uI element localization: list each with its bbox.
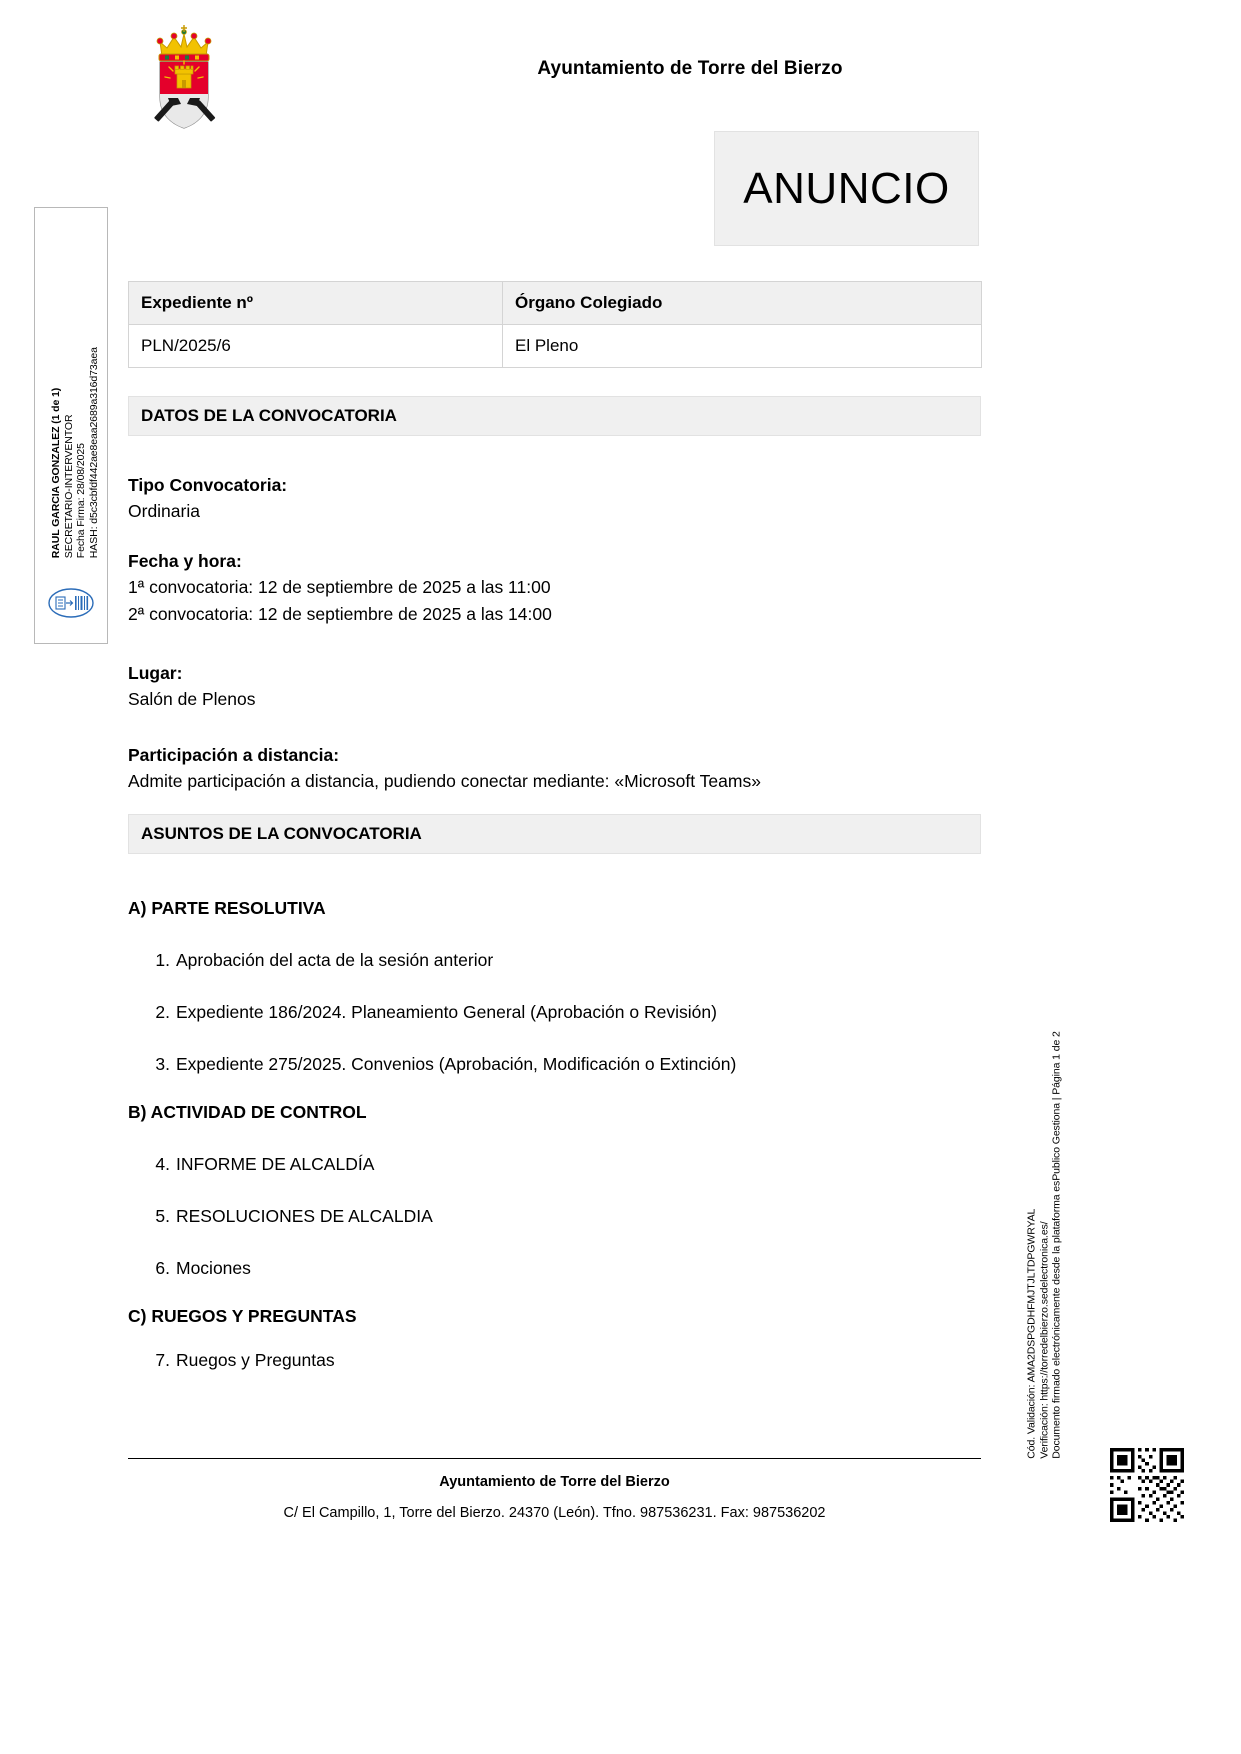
- coat-of-arms-icon: [148, 22, 220, 130]
- list-item: [128, 1348, 981, 1372]
- electronic-seal-icon: [47, 587, 95, 619]
- verification-url: Verificación: https://torredelbierzo.sedelectronica.es/: [1037, 1221, 1050, 1459]
- cell-organo-colegiado: El Pleno: [503, 325, 982, 368]
- agenda-list-c: [128, 1348, 981, 1400]
- footer-divider: [128, 1458, 981, 1459]
- list-item-number: 2.: [155, 1002, 170, 1022]
- signature-margin-block: [34, 207, 108, 644]
- agenda-group-heading-a: A) PARTE RESOLUTIVA: [128, 898, 326, 918]
- list-item-text: RESOLUCIONES DE ALCALDIA: [176, 1206, 433, 1226]
- section-header-asuntos-label: ASUNTOS DE LA CONVOCATORIA: [141, 824, 422, 843]
- field-value-fecha-segunda: 2ª convocatoria: 12 de septiembre de 2025 a las 14:00: [128, 604, 552, 624]
- field-label-participacion: Participación a distancia:: [128, 745, 340, 765]
- list-item-number: 4.: [155, 1154, 170, 1174]
- list-item-text: Expediente 275/2025. Convenios (Aprobación, Modificación o Extinción): [176, 1054, 737, 1074]
- field-value-fecha-primera: 1ª convocatoria: 12 de septiembre de 2025 a las 11:00: [128, 577, 551, 597]
- section-header-datos: [128, 396, 981, 436]
- anuncio-label: ANUNCIO: [743, 163, 950, 213]
- signature-date: Fecha Firma: 28/08/2025: [75, 443, 87, 559]
- field-value-participacion: Admite participación a distancia, pudiendo conectar mediante: «Microsoft Teams»: [128, 771, 761, 791]
- column-header-expediente: Expediente nº: [129, 282, 503, 325]
- agenda-group-heading-c: C) RUEGOS Y PREGUNTAS: [128, 1306, 357, 1326]
- list-item-text: Expediente 186/2024. Planeamiento General (Aprobación o Revisión): [176, 1002, 717, 1022]
- list-item: [128, 1256, 981, 1280]
- list-item: [128, 1052, 981, 1076]
- list-item: [128, 1152, 981, 1176]
- signature-margin-text: [50, 218, 100, 558]
- document-header: [0, 0, 1241, 130]
- agenda-list-a: [128, 948, 981, 1104]
- list-item: [128, 948, 981, 972]
- expediente-table: [128, 281, 982, 368]
- list-item-text: Ruegos y Preguntas: [176, 1350, 335, 1370]
- signature-hash: HASH: d5c3cbfdf442ae8eaa2689a316d73aea: [87, 347, 100, 559]
- table-header-row: [129, 282, 982, 325]
- list-item-number: 1.: [155, 950, 170, 970]
- qr-code-icon: [1110, 1448, 1184, 1522]
- list-item: [128, 1204, 981, 1228]
- section-header-asuntos: [128, 814, 981, 854]
- list-item-number: 3.: [155, 1054, 170, 1074]
- list-item-number: 6.: [155, 1258, 170, 1278]
- list-item: [128, 1000, 981, 1024]
- platform-signature-note: Documento firmado electrónicamente desde la plataforma esPublico Gestiona | Página 1 de 2: [1050, 1031, 1063, 1459]
- page-title: Ayuntamiento de Torre del Bierzo: [537, 58, 843, 79]
- field-participacion-distancia: [128, 742, 981, 795]
- field-tipo-convocatoria: [128, 472, 981, 525]
- field-label-fecha: Fecha y hora:: [128, 551, 242, 571]
- signer-name: RAUL GARCIA GONZALEZ (1 de 1): [49, 387, 62, 559]
- cell-expediente-numero: PLN/2025/6: [129, 325, 503, 368]
- validation-margin-text: [1022, 960, 1066, 1460]
- section-header-datos-label: DATOS DE LA CONVOCATORIA: [141, 406, 397, 425]
- footer-title: Ayuntamiento de Torre del Bierzo: [439, 1474, 670, 1490]
- field-value-lugar: Salón de Plenos: [128, 689, 256, 709]
- field-fecha-y-hora: [128, 548, 981, 628]
- field-value-tipo: Ordinaria: [128, 501, 200, 521]
- validation-code: Cód. Validación: AMA2DSPGDHFMJTJLTDPGWRYAL: [1025, 1208, 1038, 1459]
- field-lugar: [128, 660, 981, 713]
- footer-address: C/ El Campillo, 1, Torre del Bierzo. 24370 (León). Tfno. 987536231. Fax: 987536202: [283, 1505, 826, 1521]
- field-label-tipo: Tipo Convocatoria:: [128, 475, 288, 495]
- anuncio-banner: [714, 131, 979, 246]
- column-header-organo: Órgano Colegiado: [503, 282, 982, 325]
- table-row: [129, 325, 982, 368]
- list-item-text: Aprobación del acta de la sesión anterior: [176, 950, 494, 970]
- list-item-number: 5.: [155, 1206, 170, 1226]
- list-item-text: INFORME DE ALCALDÍA: [176, 1154, 375, 1174]
- field-label-lugar: Lugar:: [128, 663, 183, 683]
- list-item-number: 7.: [155, 1350, 170, 1370]
- agenda-group-heading-b: B) ACTIVIDAD DE CONTROL: [128, 1102, 367, 1122]
- signer-role: SECRETARIO-INTERVENTOR: [62, 414, 75, 559]
- list-item-text: Mociones: [176, 1258, 251, 1278]
- agenda-list-b: [128, 1152, 981, 1308]
